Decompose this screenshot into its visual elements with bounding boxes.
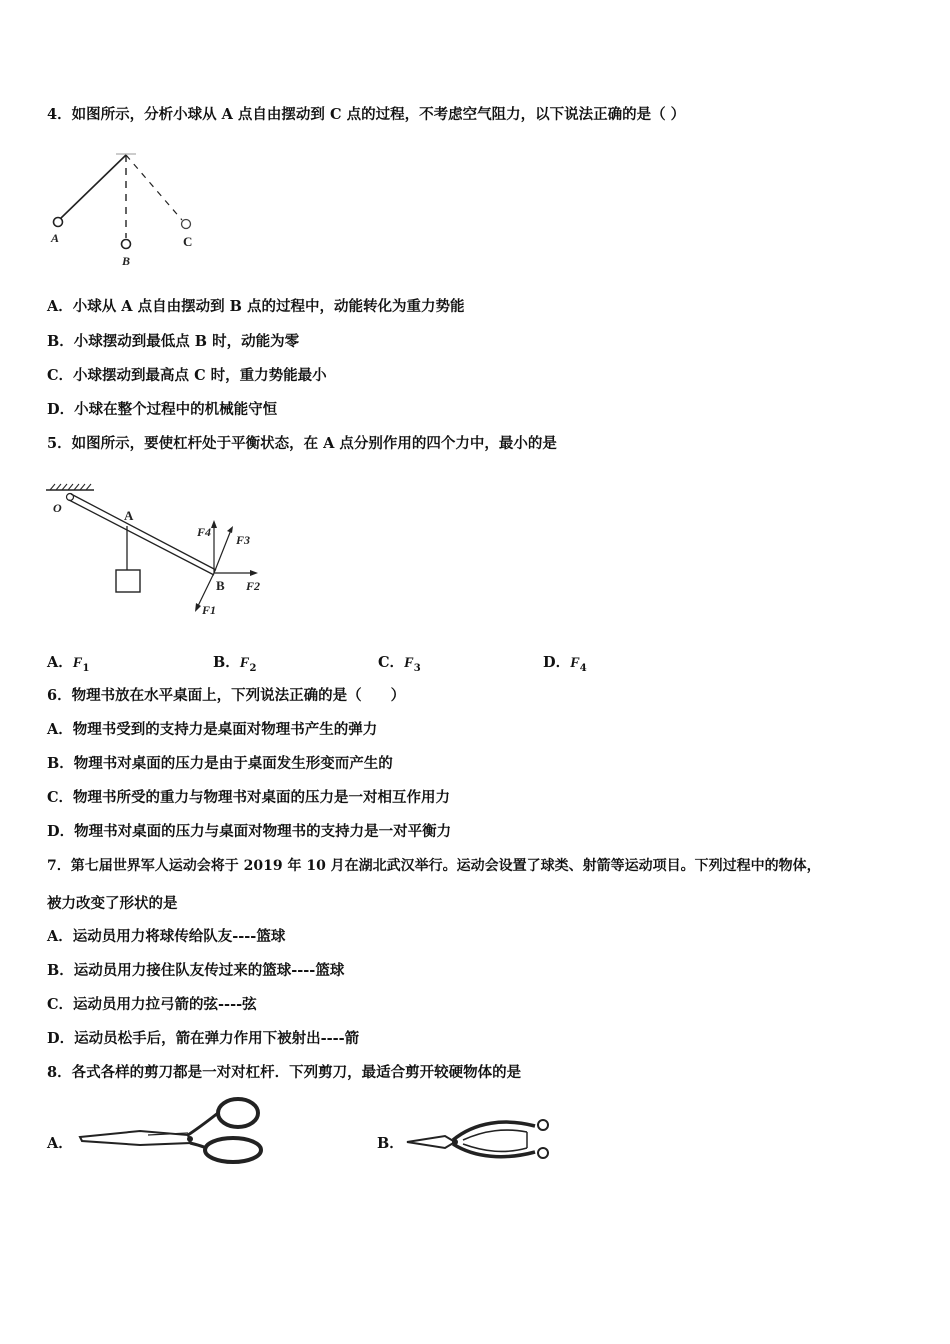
ball-a [54, 218, 63, 227]
label-c: C [183, 234, 193, 249]
q8-option-a-label: A． [47, 1135, 73, 1152]
label-o: O [53, 501, 62, 515]
label-a: A [124, 508, 134, 523]
lever-bar-top [71, 494, 216, 570]
q6-option-a: A．物理书受到的支持力是桌面对物理书产生的弹力 [47, 721, 378, 738]
q6-option-c: C．物理书所受的重力与物理书对桌面的压力是一对相互作用力 [47, 789, 451, 806]
lever-bar-bottom [69, 500, 214, 575]
q8-option-b-label: B． [377, 1135, 404, 1152]
q7-option-a: A．运动员用力将球传给队友----篮球 [47, 928, 286, 945]
q6-option-b: B．物理书对桌面的压力是由于桌面发生形变而产生的 [47, 755, 393, 772]
q5-option-a: A．$F_1$ [47, 654, 90, 674]
arrow-f3 [214, 530, 231, 573]
q4-option-c: C．小球摆动到最高点 C 时，重力势能最小 [47, 367, 327, 384]
label-f2: F2 [246, 579, 261, 593]
label-a: A [51, 231, 60, 245]
scissors-a-image [78, 1095, 268, 1165]
string-to-c [126, 155, 182, 220]
q4-option-d: D．小球在整个过程中的机械能守恒 [47, 401, 278, 418]
label-f3: F3 [236, 533, 251, 547]
weight-block [116, 570, 140, 592]
label-b: B [122, 254, 131, 268]
q5-stem: 5．如图所示，要使杠杆处于平衡状态，在 A 点分别作用的四个力中，最小的是 [47, 435, 557, 452]
q5-option-d: D．$F_4$ [543, 654, 587, 674]
q7-option-b: B．运动员用力接住队友传过来的篮球----篮球 [47, 962, 345, 979]
q4-option-a: A．小球从 A 点自由摆动到 B 点的过程中，动能转化为重力势能 [47, 298, 465, 315]
q6-option-d: D．物理书对桌面的压力与桌面对物理书的支持力是一对平衡力 [47, 823, 452, 840]
label-f1: F1 [202, 603, 217, 617]
string-to-a [61, 155, 126, 218]
q4-stem: 4．如图所示，分析小球从 A 点自由摆动到 C 点的过程，不考虑空气阻力，以下说法正确的是（ ） [47, 106, 686, 123]
q8-stem: 8．各式各样的剪刀都是一对对杠杆．下列剪刀，最适合剪开较硬物体的是 [47, 1064, 522, 1081]
scissors-b-image [405, 1112, 560, 1162]
q7-stem-line1: 7．第七届世界军人运动会将于 2019 年 10 月在湖北武汉举行。运动会设置了球类、射箭等运动项目。下列过程中的物体， [47, 858, 821, 874]
ball-c [182, 220, 191, 229]
q7-option-d: D．运动员松手后，箭在弹力作用下被射出----箭 [47, 1030, 360, 1047]
q6-stem: 6．物理书放在水平桌面上，下列说法正确的是（ ） [47, 687, 406, 704]
pendulum-figure [44, 148, 204, 270]
label-b: B [216, 578, 225, 593]
q7-option-c: C．运动员用力拉弓箭的弦----弦 [47, 996, 257, 1013]
q7-stem-line2: 被力改变了形状的是 [47, 895, 178, 912]
q5-option-c: C．$F_3$ [378, 654, 421, 674]
q5-option-b: B．$F_2$ [213, 654, 257, 674]
label-f4: F4 [197, 525, 212, 539]
lever-figure [44, 480, 274, 620]
q4-option-b: B．小球摆动到最低点 B 时，动能为零 [47, 333, 300, 350]
ball-b [122, 240, 131, 249]
